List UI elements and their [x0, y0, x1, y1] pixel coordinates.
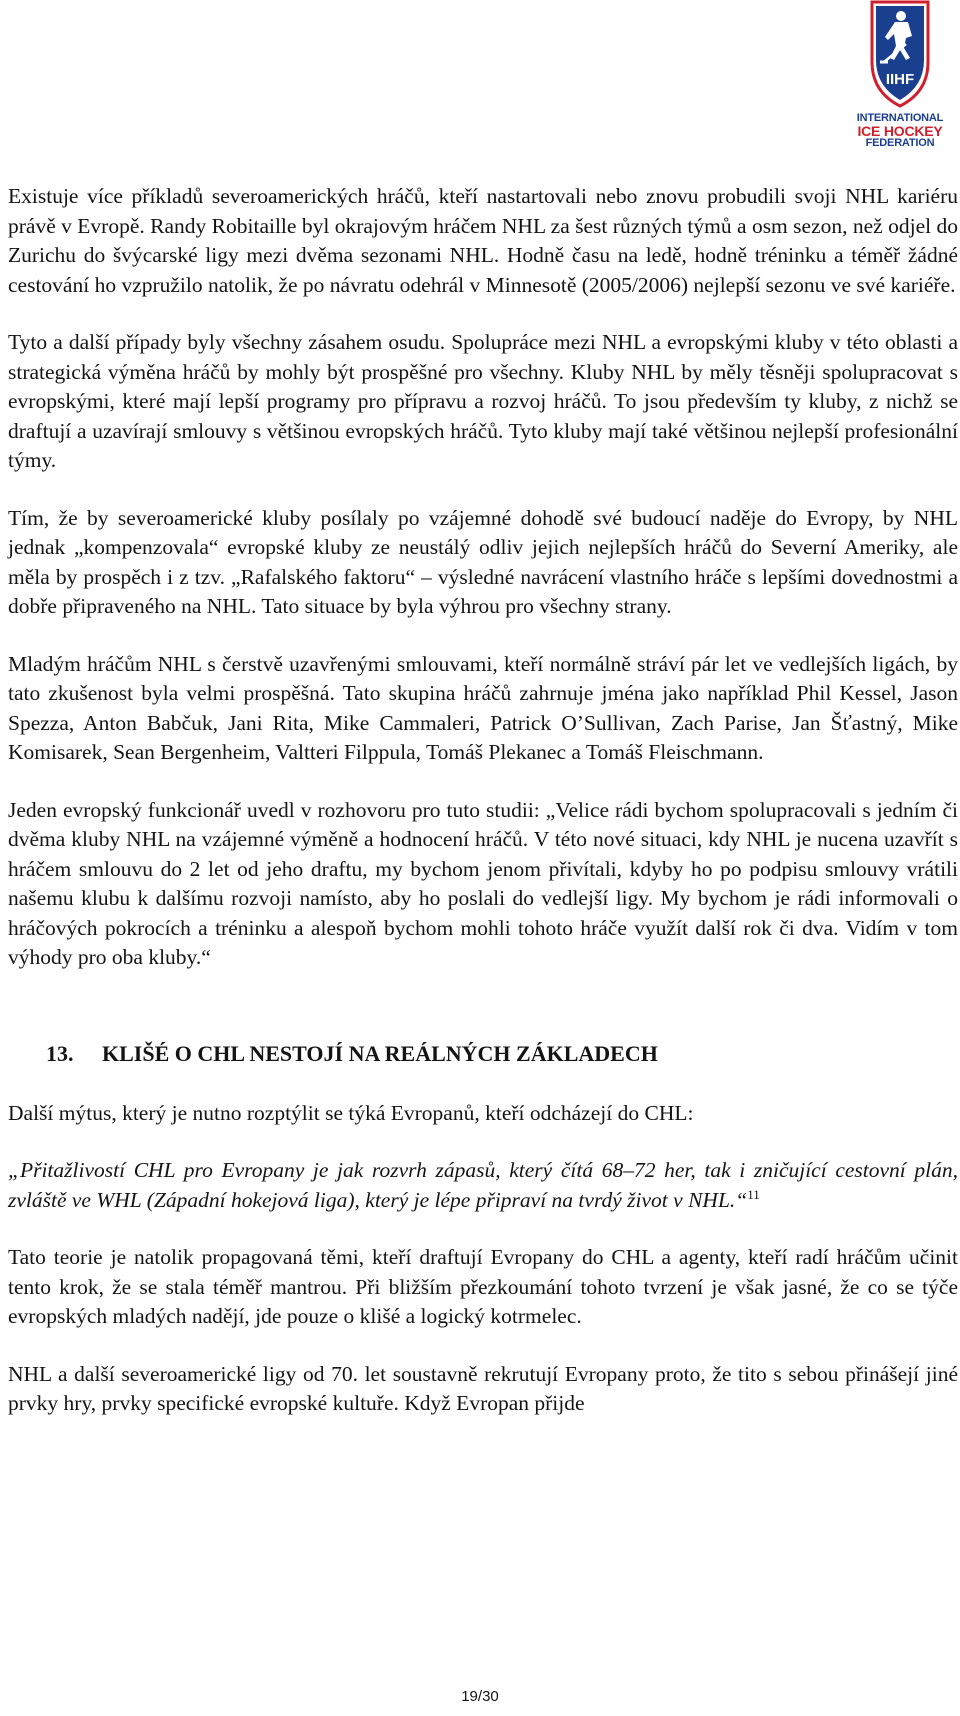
section-title: KLIŠÉ O CHL NESTOJÍ NA REÁLNÝCH ZÁKLADECH [102, 1040, 658, 1066]
logo-line-ice-hockey: ICE HOCKEY [857, 123, 943, 139]
paragraph-theory: Tato teorie je natolik propagovaná těmi, kteří draftují Evropany do CHL a agenty, kteří radí hráčům učinit tento krok, že se stala téměř mantrou. Při bližším přezkoumání tohoto tvrzení je však jasné, že co se týče evropských mladých nadějí, jde pouze o klišé a logický kotrmelec. [8, 1245, 958, 1328]
iihf-badge-text: IIHF [885, 71, 915, 88]
iihf-logo-wordmark [840, 113, 960, 149]
iihf-shield-icon [868, 0, 932, 110]
paragraph-cooperation: Tyto a další případy byly všechny zásahem osudu. Spolupráce mezi NHL a evropskými kluby v této oblasti a strategická výměna hráčů by mohly být prospěšné pro všechny. Kluby NHL by měly těsněji spolupracovat s evropskými, které mají lepší programy pro přípravu a rozvoj hráčů. To jsou především ty kluby, z nichž se draftují a uzavírají smlouvy s většinou evropských hráčů. Tyto kluby mají také většinou nejlepší profesionální týmy. [8, 330, 958, 472]
logo-line-federation: FEDERATION [865, 137, 935, 149]
logo-line-international: INTERNATIONAL [856, 112, 944, 124]
section-heading [8, 1039, 958, 1069]
document-body [8, 182, 958, 1447]
section-number: 13. [46, 1040, 74, 1066]
paragraph-nhl-recruit: NHL a další severoamerické ligy od 70. let soustavně rekrutují Evropany proto, že tito s sebou přinášejí jiné prvky hry, prvky specifické evropské kultuře. Když Evropan přijde [8, 1361, 958, 1415]
paragraph-rafalski-factor: Tím, že by severoamerické kluby posílaly po vzájemné dohodě své budoucí naděje do Evropy, by NHL jednak „kompenzovala“ evropské kluby ze neustálý odliv jejich nejlepších hráčů do Severní Ameriky, ale měla by prospěch i z tzv. „Rafalského faktoru“ – výsledné navrácení vlastního hráče s lepšími dovednostmi a dobře připraveného na NHL. Tato situace by byla výhrou pro všechny strany. [8, 505, 958, 618]
paragraph-european-official: Jeden evropský funkcionář uvedl v rozhovoru pro tuto studii: „Velice rádi bychom spolupracovali s jedním či dvěma kluby NHL na vzájemné výměně a hodnocení hráčů. V této nové situaci, kdy NHL je nucena uzavřít s hráčem smlouvu do 2 let od jeho draftu, my bychom jenom přivítali, kdyby ho po podpisu smlouvy vrátili našemu klubu k dalšímu rozvoji namísto, aby ho poslali do vedlejší ligy. My bychom je rádi informovali o hráčových pokrocích a tréninku a alespoň bychom mohli tohoto hráče využít další rok či dva. Vidím v tom výhody pro oba kluby.“ [8, 797, 958, 969]
quote-text: „Přitažlivostí CHL pro Evropany je jak rozvrh zápasů, který čítá 68–72 her, tak i zničující cestovní plán, zvláště ve WHL (Západní hokejová liga), který je lépe připraví na tvrdý život v NHL.“ [8, 1158, 958, 1212]
paragraph-myth-intro: Další mýtus, který je nutno rozptýlit se týká Evropanů, kteří odcházejí do CHL: [8, 1100, 694, 1125]
paragraph-robitaille: Existuje více příkladů severoamerických hráčů, kteří nastartovali nebo znovu probudili svoji NHL kariéru právě v Evropě. Randy Robitaille byl okrajovým hráčem NHL za šest různých týmů a osm sezon, než odjel do Zurichu do švýcarské ligy mezi dvěma sezonami NHL. Hodně času na ledě, hodně tréninku a téměř žádné cestování ho vzpružilo natolik, že po návratu odehrál v Minnesotě (2005/2006) nejlepší sezonu ve své kariéře. [8, 184, 958, 297]
iihf-logo [840, 0, 960, 150]
footnote-marker: 11 [747, 1186, 760, 1202]
page-number: 19/30 [461, 1688, 499, 1705]
quote-chl [8, 1156, 958, 1215]
paragraph-young-players: Mladým hráčům NHL s čerstvě uzavřenými smlouvami, kteří normálně stráví pár let ve vedlejších ligách, by tato zkušenost byla velmi prospěšná. Tato skupina hráčů zahrnuje jména jako například Phil Kessel, Jason Spezza, Anton Babčuk, Jani Rita, Mike Cammaleri, Patrick O’Sullivan, Zach Parise, Jan Šťastný, Mike Komisarek, Sean Bergenheim, Valtteri Filppula, Tomáš Plekanec a Tomáš Fleischmann. [8, 651, 958, 764]
